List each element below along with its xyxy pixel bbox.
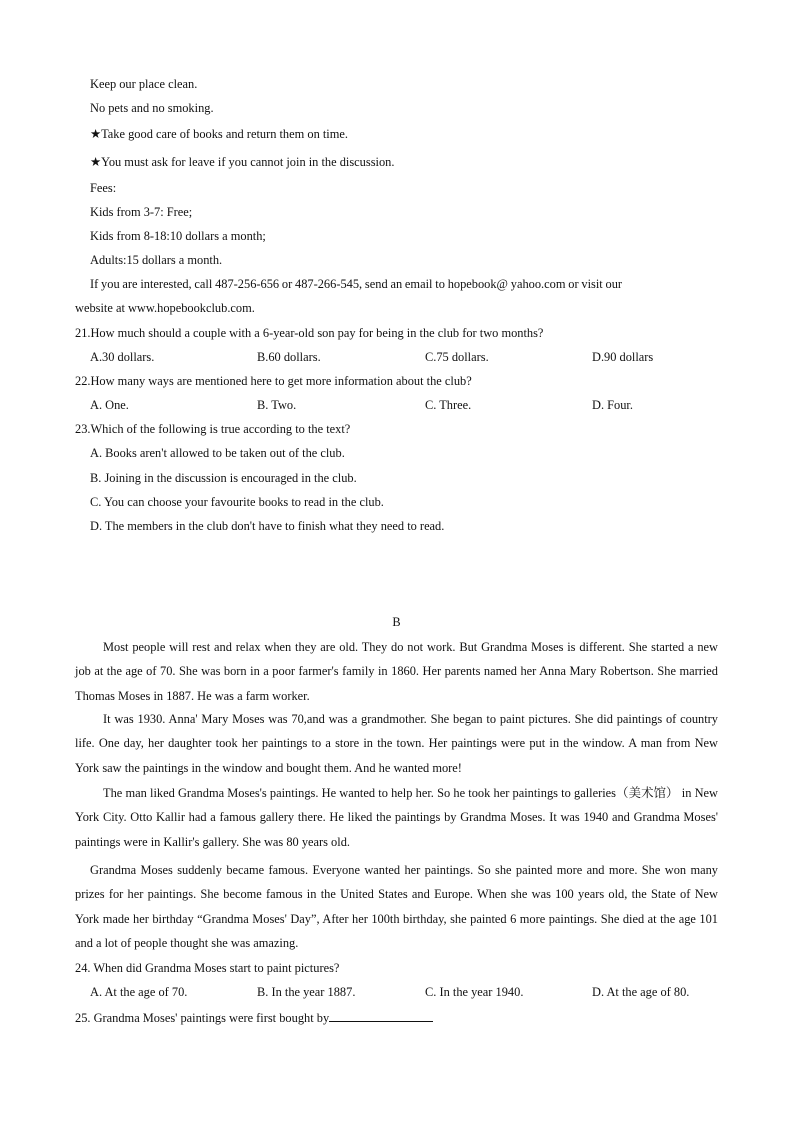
fees-heading: Fees: [90, 181, 117, 195]
question-22-stem: 22.How many ways are mentioned here to get more information about the club? [75, 374, 472, 388]
question-24-option-b: B. In the year 1887. [257, 985, 356, 999]
question-22-option-c: C. Three. [425, 398, 472, 412]
passage-paragraph-1-text: Most people will rest and relax when they are old. They do not work. But Grandma Moses is different. She started a new job at the age of 70. She was born in a poor farmer's family in 1860. Her parents named her Anna Mary Robertson. She married Thomas Moses in 1887. He was a farm worker. [75, 640, 718, 703]
passage-paragraph-1 [75, 635, 718, 708]
passage-paragraph-2 [75, 707, 718, 780]
passage-paragraph-4-text: Grandma Moses suddenly became famous. Everyone wanted her paintings. So she painted more and more. She won many prizes for her paintings. She become famous in the United States and Europe. When she was 100 years old, the State of New York made her birthday “Grandma Moses' Day”, After her 100th birthday, she painted 6 more paintings. She died at the age 101 and a lot of people thought she was amazing. [75, 863, 718, 950]
question-24-option-a: A. At the age of 70. [90, 985, 188, 999]
question-24-option-c: C. In the year 1940. [425, 985, 524, 999]
question-22-option-a: A. One. [90, 398, 129, 412]
passage-paragraph-3 [75, 781, 718, 854]
question-25-stem: 25. Grandma Moses' paintings were first bought by [75, 1011, 330, 1025]
section-b-heading: B [392, 615, 401, 629]
rule-books: ★Take good care of books and return them on time. [90, 127, 348, 141]
question-25 [75, 1009, 433, 1026]
question-23-option-c: C. You can choose your favourite books to read in the club. [90, 495, 384, 509]
question-22-option-d: D. Four. [592, 398, 633, 412]
passage-paragraph-2-text: It was 1930. Anna' Mary Moses was 70,and was a grandmother. She began to paint pictures. She did paintings of country life. One day, her daughter took her paintings to a store in the town. Her paintings were put in the window. A man from New York saw the paintings in the window and bought them. And he wanted more! [75, 712, 718, 775]
fee-kids-small: Kids from 3-7: Free; [90, 205, 193, 219]
passage-paragraph-4 [75, 858, 718, 955]
contact-line-2: website at www.hopebookclub.com. [75, 301, 255, 315]
question-21-option-c: C.75 dollars. [425, 350, 489, 364]
question-21-option-b: B.60 dollars. [257, 350, 321, 364]
question-23-option-b: B. Joining in the discussion is encouraged in the club. [90, 471, 357, 485]
question-23-option-a: A. Books aren't allowed to be taken out of the club. [90, 446, 345, 460]
rule-no-pets: No pets and no smoking. [90, 101, 214, 115]
answer-blank[interactable] [329, 1009, 433, 1022]
question-24-option-d: D. At the age of 80. [592, 985, 690, 999]
question-21-option-a: A.30 dollars. [90, 350, 155, 364]
contact-line-1: If you are interested, call 487-256-656 or 487-266-545, send an email to hopebook@ yahoo.com or visit our [90, 277, 623, 291]
rule-clean: Keep our place clean. [90, 77, 198, 91]
fee-adults: Adults:15 dollars a month. [90, 253, 223, 267]
question-23-stem: 23.Which of the following is true according to the text? [75, 422, 351, 436]
fee-kids-big: Kids from 8-18:10 dollars a month; [90, 229, 266, 243]
question-21-stem: 21.How much should a couple with a 6-year-old son pay for being in the club for two months? [75, 326, 544, 340]
question-23-option-d: D. The members in the club don't have to finish what they need to read. [90, 519, 445, 533]
question-21-option-d: D.90 dollars [592, 350, 654, 364]
question-24-stem: 24. When did Grandma Moses start to paint pictures? [75, 961, 340, 975]
passage-paragraph-3-text: The man liked Grandma Moses's paintings. He wanted to help her. So he took her paintings to galleries（美术馆） in New York City. Otto Kallir had a famous gallery there. He liked the paintings by Grandma Moses. It was 1940 and Grandma Moses' paintings were in Kallir's gallery. She was 80 years old. [75, 786, 718, 849]
question-22-option-b: B. Two. [257, 398, 297, 412]
rule-leave: ★You must ask for leave if you cannot join in the discussion. [90, 155, 395, 169]
